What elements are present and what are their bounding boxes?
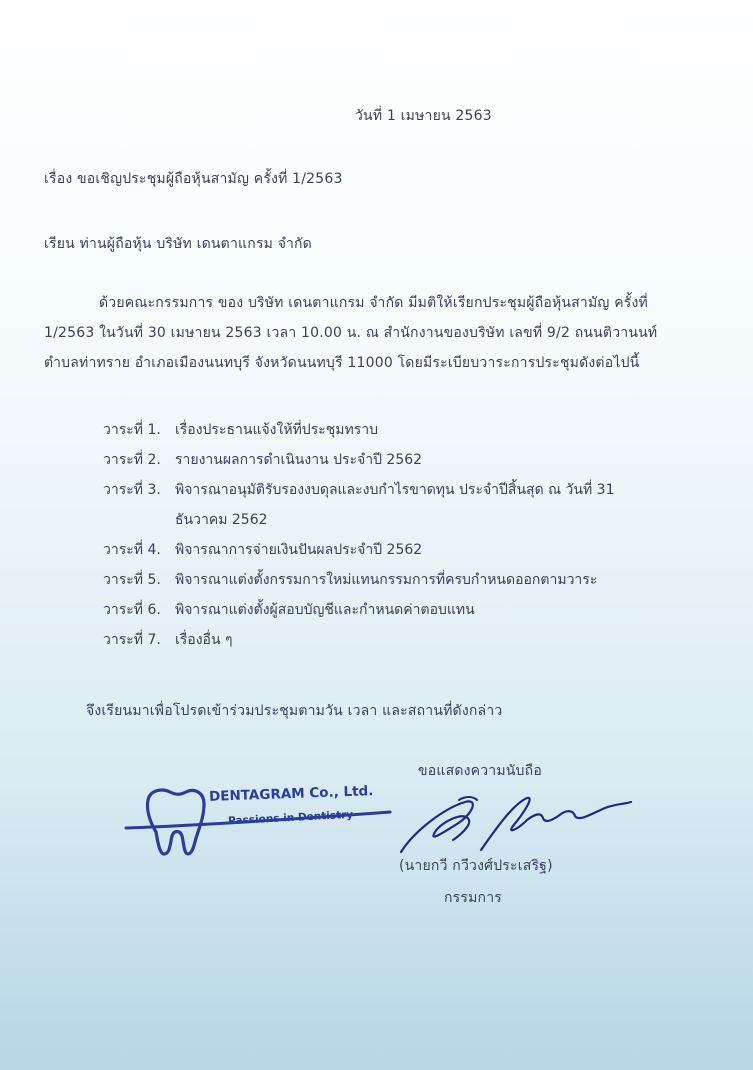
- agenda-number: วาระที่ 3.: [103, 482, 161, 498]
- body-line-3: ตำบลท่าทราย อำเภอเมืองนนทบุรี จังหวัดนนทบุรี 11000 โดยมีระเบียบวาระการประชุมดังต่อไปนี้: [44, 355, 640, 371]
- agenda-number: วาระที่ 5.: [103, 572, 161, 588]
- agenda-item: [103, 475, 723, 505]
- logo-tagline: Passions in Dentistry: [227, 808, 354, 828]
- agenda-text-continued: ธันวาคม 2562: [175, 512, 268, 528]
- agenda-list: [103, 415, 723, 655]
- letter-subject: เรื่อง ขอเชิญประชุมผู้ถือหุ้นสามัญ ครั้งที่ 1/2563: [44, 171, 343, 187]
- agenda-text: เรื่องประธานแจ้งให้ที่ประชุมทราบ: [175, 422, 378, 438]
- agenda-item: [103, 415, 723, 445]
- tooth-icon: [147, 790, 204, 854]
- agenda-text: พิจารณาแต่งตั้งผู้สอบบัญชีและกำหนดค่าตอบแทน: [175, 602, 475, 618]
- agenda-text: พิจารณาการจ่ายเงินปันผลประจำปี 2562: [175, 542, 423, 558]
- agenda-number: วาระที่ 4.: [103, 542, 161, 558]
- signer-position: กรรมการ: [444, 890, 503, 906]
- body-line-2: 1/2563 ในวันที่ 30 เมษายน 2563 เวลา 10.00 น. ณ สำนักงานของบริษัท เลขที่ 9/2 ถนนติวานนท์: [44, 325, 658, 341]
- agenda-number: วาระที่ 6.: [103, 602, 161, 618]
- signature: [395, 790, 635, 860]
- letter-recipient: เรียน ท่านผู้ถือหุ้น บริษัท เดนตาแกรม จำกัด: [44, 236, 312, 252]
- regards-line: ขอแสดงความนับถือ: [418, 763, 542, 779]
- agenda-text: พิจารณาแต่งตั้งกรรมการใหม่แทนกรรมการที่ครบกำหนดออกตามวาระ: [175, 572, 598, 588]
- agenda-text: เรื่องอื่น ๆ: [175, 632, 233, 648]
- signer-name: (นายกวี กวีวงศ์ประเสริฐ): [399, 858, 553, 874]
- agenda-item: [103, 595, 723, 625]
- logo-company-name: DENTAGRAM Co., Ltd.: [208, 783, 374, 805]
- agenda-item: [103, 565, 723, 595]
- agenda-number: วาระที่ 1.: [103, 422, 161, 438]
- body-line-1: ด้วยคณะกรรมการ ของ บริษัท เดนตาแกรม จำกัด มีมติให้เรียกประชุมผู้ถือหุ้นสามัญ ครั้งที่: [99, 295, 648, 311]
- agenda-text: พิจารณาอนุมัติรับรองงบดุลและงบกำไรขาดทุน ประจำปีสิ้นสุด ณ วันที่ 31: [175, 482, 615, 498]
- agenda-text: รายงานผลการดำเนินงาน ประจำปี 2562: [175, 452, 423, 468]
- agenda-number: วาระที่ 7.: [103, 632, 161, 648]
- agenda-item: [103, 445, 723, 475]
- agenda-item: [103, 535, 723, 565]
- letter-date: วันที่ 1 เมษายน 2563: [355, 108, 492, 124]
- closing-line: จึงเรียนมาเพื่อโปรดเข้าร่วมประชุมตามวัน เวลา และสถานที่ดังกล่าว: [86, 703, 503, 719]
- agenda-item: [103, 625, 723, 655]
- agenda-number: วาระที่ 2.: [103, 452, 161, 468]
